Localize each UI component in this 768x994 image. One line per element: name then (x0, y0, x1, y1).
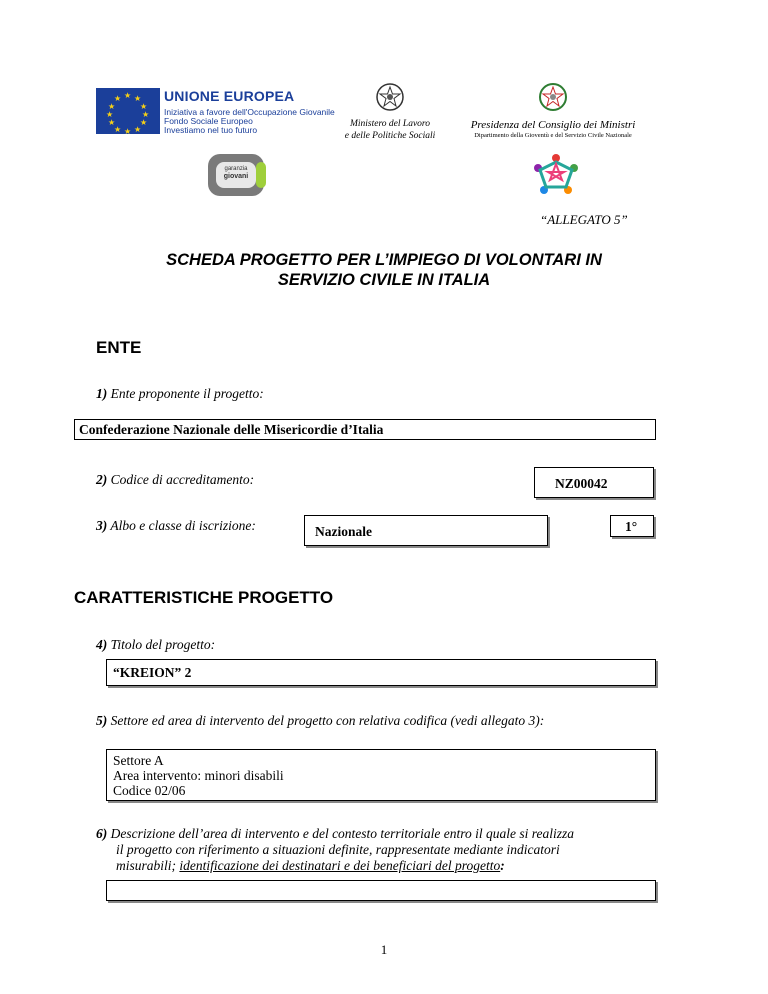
question-6-colon: : (500, 858, 505, 873)
question-6-line-2: il progetto con riferimento a situazioni definite, rappresentate mediante indicatori (116, 842, 560, 857)
titolo-progetto-value: “KREION” 2 (113, 665, 192, 680)
question-4-label: Titolo del progetto: (110, 637, 216, 652)
albo-value: Nazionale (315, 524, 372, 539)
question-3 (96, 518, 256, 534)
italian-emblem-icon (375, 82, 405, 112)
ministero-lavoro-logo (340, 82, 440, 142)
eu-logo (96, 88, 335, 136)
ente-proponente-value: Confederazione Nazionale delle Misericordie d’Italia (79, 422, 384, 437)
question-5-label: Settore ed area di intervento del progetto con relativa codifica (vedi allegato 3): (110, 713, 545, 728)
classe-field[interactable] (610, 515, 654, 537)
presidenza-line-2: Dipartimento della Gioventù e del Servizio Civile Nazionale (474, 132, 632, 139)
eu-subtitle-3: Investiamo nel tuo futuro (164, 125, 258, 135)
garanzia-line-2: giovani (223, 173, 249, 180)
question-6 (96, 826, 660, 874)
codice-accreditamento-value: NZ00042 (555, 476, 608, 491)
question-2-number: 2) (96, 472, 108, 487)
question-1-label: Ente proponente il progetto: (110, 386, 264, 401)
garanzia-line-1: garanzia (224, 166, 248, 172)
area-value: Area intervento: minori disabili (113, 768, 284, 783)
question-5-number: 5) (96, 713, 108, 728)
question-1 (96, 386, 264, 402)
section-caratteristiche: CARATTERISTICHE PROGETTO (74, 588, 334, 607)
codice-value: Codice 02/06 (113, 783, 186, 798)
section-ente: ENTE (96, 338, 142, 357)
question-3-label: Albo e classe di iscrizione: (110, 518, 256, 533)
question-6-underlined: identificazione dei destinatari e dei beneficiari del progetto (179, 858, 501, 873)
settore-value: Settore A (113, 753, 164, 768)
titolo-progetto-field[interactable] (106, 659, 656, 686)
question-6-number: 6) (96, 826, 108, 841)
eu-subtitle-1: Iniziativa a favore dell'Occupazione Giovanile (164, 107, 335, 117)
page-title (0, 250, 768, 290)
question-4-number: 4) (96, 637, 108, 652)
ente-proponente-field[interactable] (74, 419, 656, 440)
ministero-line-2: e delle Politiche Sociali (344, 131, 436, 141)
codice-accreditamento-field[interactable] (534, 467, 654, 498)
question-6-line-1: Descrizione dell’area di intervento e del contesto territoriale entro il quale si realizza (110, 826, 575, 841)
page-number: 1 (380, 942, 388, 957)
servizio-civile-star-icon (526, 150, 586, 200)
page-title-line-1: SCHEDA PROGETTO PER L’IMPIEGO DI VOLONTARI IN (166, 251, 602, 269)
question-3-number: 3) (96, 518, 108, 533)
eu-title: UNIONE EUROPEA (164, 88, 295, 104)
question-2 (96, 472, 254, 488)
page-title-line-2: SERVIZIO CIVILE IN ITALIA (277, 271, 491, 289)
italian-emblem-color-icon (538, 82, 568, 112)
question-6-line-3: misurabili; (116, 858, 180, 873)
allegato-label: “ALLEGATO 5” (540, 212, 628, 227)
ministero-line-1: Ministero del Lavoro (349, 119, 431, 129)
presidenza-line-1: Presidenza del Consiglio dei Ministri (470, 119, 636, 131)
albo-field[interactable] (304, 515, 548, 546)
settore-area-field[interactable] (106, 749, 656, 801)
descrizione-area-field[interactable] (106, 880, 656, 901)
question-4 (96, 637, 215, 653)
question-5 (96, 713, 544, 729)
garanzia-giovani-logo (208, 154, 268, 200)
eu-subtitle-2: Fondo Sociale Europeo (164, 116, 253, 126)
question-1-number: 1) (96, 386, 108, 401)
classe-value: 1° (625, 519, 638, 534)
eu-flag-icon: ★ ★ ★ ★ ★ ★ ★ ★ ★ ★ ★ ★ (96, 88, 160, 134)
question-2-label: Codice di accreditamento: (110, 472, 255, 487)
presidenza-logo (468, 82, 638, 142)
